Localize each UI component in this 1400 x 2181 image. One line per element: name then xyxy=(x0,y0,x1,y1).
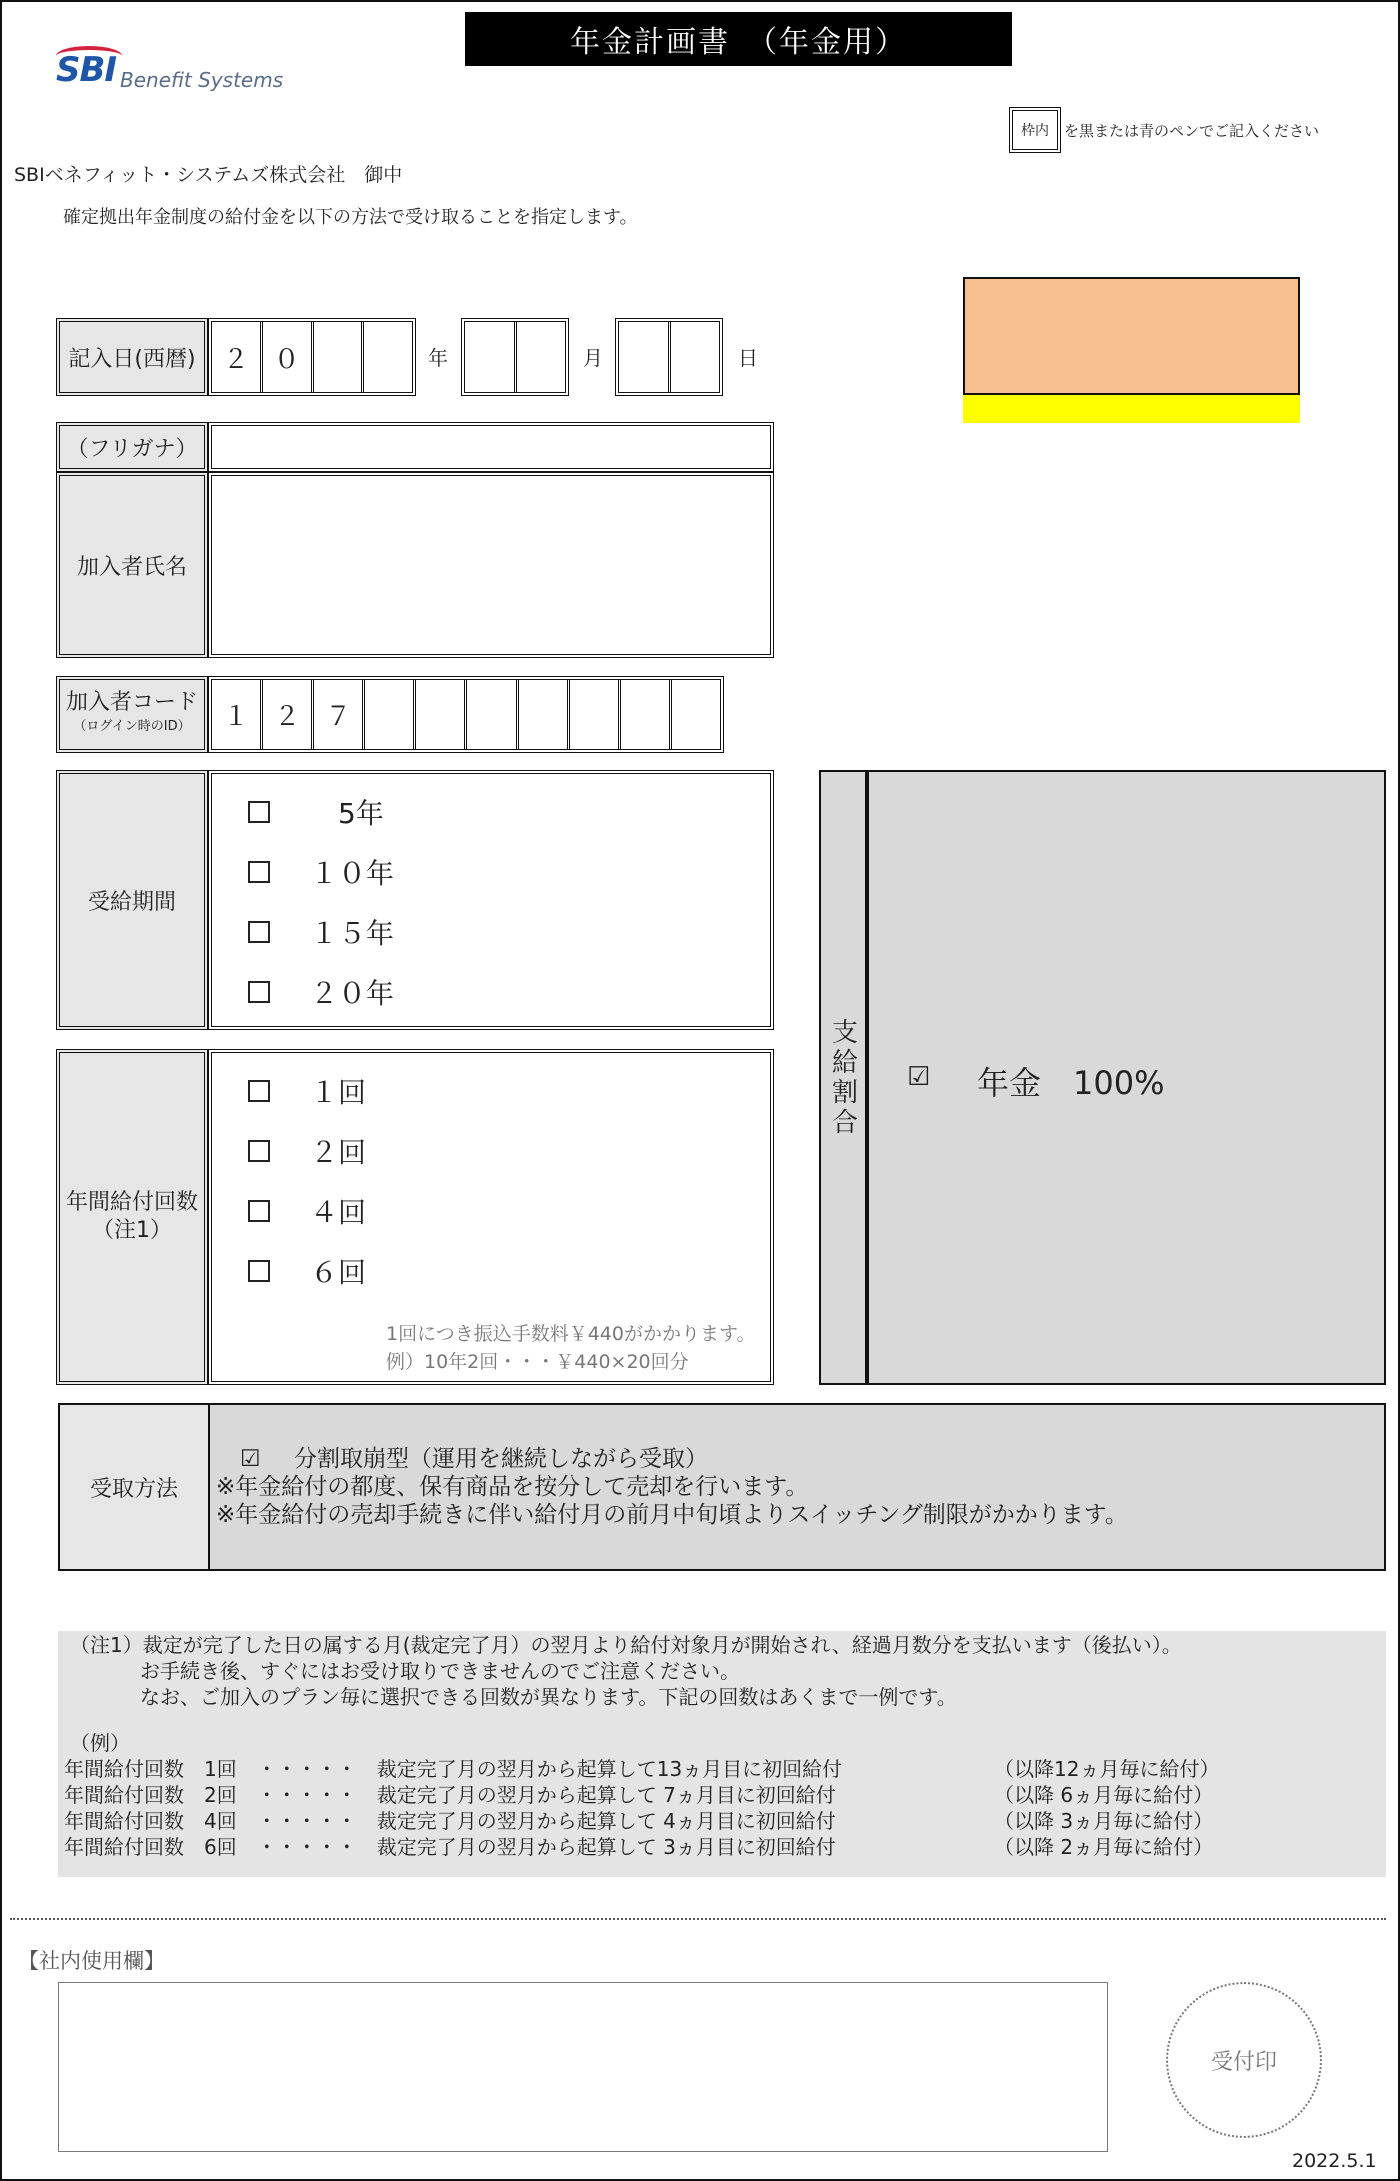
period-option-15[interactable]: １５年 xyxy=(248,912,394,952)
month-digit-2[interactable] xyxy=(517,322,566,392)
version: 2022.5.1 xyxy=(1292,2150,1377,2172)
method-line-3: ※年金給付の売却手続きに伴い給付月の前月中旬頃よりスイッチング制限がかかります。 xyxy=(216,1502,1128,1528)
ratio-label-box xyxy=(819,770,867,1385)
frequency-option-6[interactable]: ６回 xyxy=(248,1251,366,1291)
name-input[interactable] xyxy=(208,472,774,658)
code-digit[interactable] xyxy=(621,680,672,749)
code-digit[interactable] xyxy=(519,680,570,749)
yellow-bar xyxy=(963,395,1300,423)
furigana-input[interactable] xyxy=(208,422,774,472)
ratio-text: 年金 100% xyxy=(977,1064,1165,1102)
internal-use-box[interactable] xyxy=(58,1982,1108,2152)
code-digit[interactable]: １ xyxy=(212,680,263,749)
year-digit-3[interactable] xyxy=(314,322,365,392)
example-row: 年間給付回数 4回 ・・・・・ 裁定完了月の翌月から起算して 4ヵ月目に初回給付 xyxy=(64,1809,836,1833)
code-digit[interactable] xyxy=(570,680,621,749)
logo-sbi: SBI xyxy=(56,50,117,90)
code-digit[interactable] xyxy=(365,680,416,749)
frequency-options-box xyxy=(208,1049,774,1385)
checkbox-icon[interactable] xyxy=(248,861,270,883)
code-sublabel: （ログイン時のID） xyxy=(73,718,191,734)
reception-stamp: 受付印 xyxy=(1166,1982,1322,2138)
ink-note: を黒または青のペンでご記入ください xyxy=(1064,122,1320,140)
code-digit[interactable]: ２ xyxy=(263,680,314,749)
ink-note-box: 枠内 xyxy=(1009,107,1061,153)
notes-box xyxy=(58,1631,1386,1877)
note-line-3: なお、ご加入のプラン毎に選択できる回数が異なります。下記の回数はあくまで一例です。 xyxy=(140,1685,957,1709)
checkbox-icon[interactable] xyxy=(248,801,270,823)
frequency-option-4[interactable]: ４回 xyxy=(248,1191,366,1231)
separator xyxy=(10,1918,1386,1920)
year-unit: 年 xyxy=(428,346,448,370)
frequency-label-box xyxy=(56,1049,208,1385)
date-year-box[interactable] xyxy=(208,318,416,396)
method-line-1: 分割取崩型（運用を継続しながら受取） xyxy=(294,1446,708,1472)
fee-note-1: 1回につき振込手数料￥440がかかります。 xyxy=(386,1323,756,1345)
code-digit[interactable] xyxy=(467,680,518,749)
frequency-label-note: （注1） xyxy=(92,1218,172,1243)
checkbox-icon[interactable] xyxy=(248,1140,270,1162)
day-unit: 日 xyxy=(738,346,758,370)
date-day-box[interactable] xyxy=(615,318,723,396)
day-digit-1[interactable] xyxy=(619,322,671,392)
internal-label: 【社内使用欄】 xyxy=(18,1949,165,1973)
date-label: 記入日(西暦) xyxy=(56,318,208,396)
method-label: 受取方法 xyxy=(58,1403,210,1571)
method-panel xyxy=(208,1403,1386,1571)
year-digit-4[interactable] xyxy=(364,322,412,392)
fee-note-2: 例）10年2回・・・￥440×20回分 xyxy=(386,1351,689,1373)
example-row-after: （以降12ヵ月毎に給付） xyxy=(994,1757,1220,1781)
checkbox-icon[interactable] xyxy=(248,981,270,1003)
code-digit[interactable]: ７ xyxy=(314,680,365,749)
ratio-checked-icon[interactable]: ☑ xyxy=(907,1062,931,1092)
frequency-option-1[interactable]: １回 xyxy=(248,1071,366,1111)
code-input-box[interactable] xyxy=(208,676,724,753)
example-label: （例） xyxy=(70,1731,130,1755)
period-option-5[interactable]: 5年 xyxy=(248,792,384,832)
period-option-10[interactable]: １０年 xyxy=(248,852,394,892)
code-digit[interactable] xyxy=(672,680,720,749)
month-unit: 月 xyxy=(583,346,603,370)
intro-text: 確定拠出年金制度の給付金を以下の方法で受け取ることを指定します。 xyxy=(63,207,638,228)
code-digit[interactable] xyxy=(416,680,467,749)
furigana-label: （フリガナ） xyxy=(56,422,208,472)
method-checked-icon[interactable]: ☑ xyxy=(240,1446,261,1472)
code-label-box xyxy=(56,676,208,753)
checkbox-icon[interactable] xyxy=(248,1200,270,1222)
year-digit-2[interactable]: ０ xyxy=(263,322,314,392)
checkbox-icon[interactable] xyxy=(248,1260,270,1282)
example-row: 年間給付回数 1回 ・・・・・ 裁定完了月の翌月から起算して13ヵ月目に初回給付 xyxy=(64,1757,843,1781)
period-option-20[interactable]: ２０年 xyxy=(248,972,394,1012)
example-row-after: （以降 3ヵ月毎に給付） xyxy=(994,1809,1214,1833)
logo-text: Benefit Systems xyxy=(120,68,284,92)
note-line-2: お手続き後、すぐにはお受け取りできませんのでご注意ください。 xyxy=(140,1659,740,1683)
frequency-option-2[interactable]: ２回 xyxy=(248,1131,366,1171)
year-digit-1[interactable]: ２ xyxy=(212,322,263,392)
example-row: 年間給付回数 2回 ・・・・・ 裁定完了月の翌月から起算して 7ヵ月目に初回給付 xyxy=(64,1783,836,1807)
checkbox-icon[interactable] xyxy=(248,1080,270,1102)
code-label: 加入者コード xyxy=(65,689,198,715)
checkbox-icon[interactable] xyxy=(248,921,270,943)
method-line-2: ※年金給付の都度、保有商品を按分して売却を行います。 xyxy=(216,1474,809,1500)
ratio-panel xyxy=(867,770,1386,1385)
page-title: 年金計画書 （年金用） xyxy=(465,12,1012,66)
month-digit-1[interactable] xyxy=(465,322,517,392)
addressee: SBIベネフィット・システムズ株式会社 御中 xyxy=(14,164,403,186)
example-row: 年間給付回数 6回 ・・・・・ 裁定完了月の翌月から起算して 3ヵ月目に初回給付 xyxy=(64,1835,836,1859)
frequency-label: 年間給付回数 xyxy=(65,1190,198,1215)
note-line-1: （注1）裁定が完了した日の属する月(裁定完了月）の翌月より給付対象月が開始され、経過月数分を支払います（後払い）。 xyxy=(70,1633,1182,1657)
name-label: 加入者氏名 xyxy=(56,472,208,658)
date-month-box[interactable] xyxy=(461,318,569,396)
day-digit-2[interactable] xyxy=(671,322,720,392)
orange-box xyxy=(963,277,1300,395)
ratio-label: 支給割合 xyxy=(827,1017,858,1138)
period-label: 受給期間 xyxy=(56,770,208,1030)
example-row-after: （以降 6ヵ月毎に給付） xyxy=(994,1783,1214,1807)
example-row-after: （以降 2ヵ月毎に給付） xyxy=(994,1835,1214,1859)
period-options-box xyxy=(208,770,774,1030)
